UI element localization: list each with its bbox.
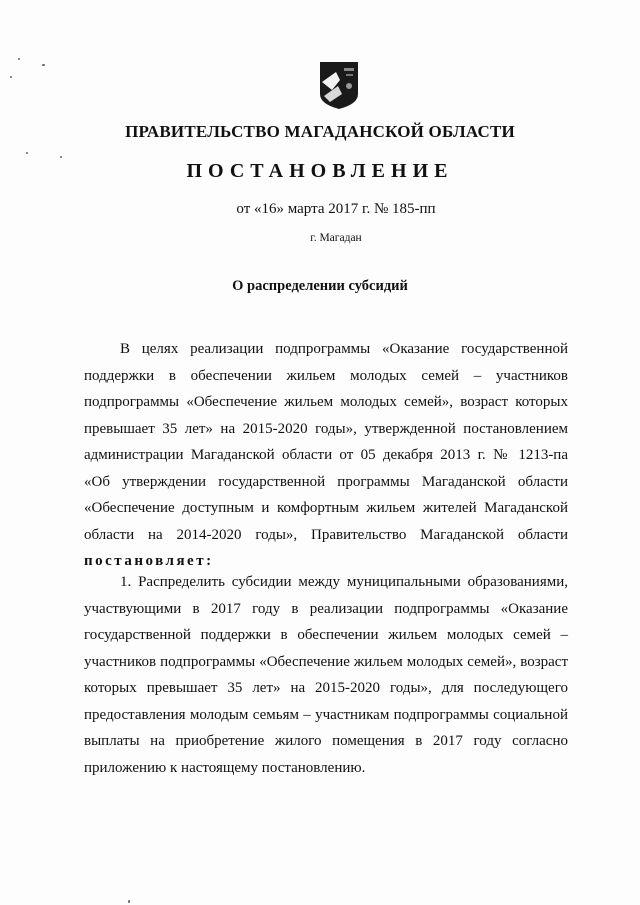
document-city: г. Магадан <box>310 232 362 244</box>
text-line: В целях реализации подпрограммы «Оказание государственной <box>120 341 568 357</box>
scan-speck <box>10 76 12 78</box>
text-line: «Обеспечение доступным и комфортным жильем жителей Магаданской <box>84 500 568 516</box>
scan-speck <box>128 900 130 903</box>
scan-speck <box>42 64 45 66</box>
scan-speck <box>18 58 20 60</box>
text-line: приложению к настоящему постановлению. <box>84 759 366 776</box>
clause-1-paragraph <box>84 569 568 781</box>
document-subject: О распределении субсидий <box>232 278 408 294</box>
text-line: участников подпрограммы «Обеспечение жильем молодых семей», возраст <box>84 653 568 670</box>
document-type-title: ПОСТАНОВЛЕНИЕ <box>186 160 454 182</box>
text-line: администрации Магаданской области от 05 декабря 2013 г. № 1213-па <box>84 447 568 463</box>
text-line: 1. Распределить субсидии между муниципальными образованиями, <box>120 574 568 590</box>
scan-speck <box>60 156 62 158</box>
text-line: участвующими в 2017 году в реализации подпрограммы «Оказание <box>84 600 568 617</box>
preamble-paragraph <box>84 336 568 575</box>
decree-word: постановляет: <box>84 553 214 569</box>
text-line: которых превышает 35 лет» на 2015-2020 годы», для последующего <box>84 680 568 696</box>
text-line: выплаты на приобретение жилого помещения в 2017 году согласно <box>84 733 568 749</box>
text-line: «Об утверждении государственной программы Магаданской области <box>84 473 568 490</box>
coat-of-arms-icon <box>318 60 360 110</box>
scan-speck <box>26 152 28 154</box>
text-line: области на 2014-2020 годы», Правительство Магаданской области <box>84 526 568 543</box>
text-line: предоставления молодым семьям – участникам подпрограммы социальной <box>84 706 568 723</box>
document-date-number: от «16» марта 2017 г. № 185-пп <box>236 201 436 217</box>
text-line: подпрограммы «Обеспечение жильем молодых семей», возраст которых <box>84 394 568 410</box>
text-line: государственной поддержки в обеспечении жильем молодых семей – <box>84 627 568 643</box>
text-line: поддержки в обеспечении жильем молодых семей – участников <box>84 367 568 384</box>
government-title: ПРАВИТЕЛЬСТВО МАГАДАНСКОЙ ОБЛАСТИ <box>125 122 515 141</box>
text-line: превышает 35 лет» на 2015-2020 годы», утвержденной постановлением <box>84 420 568 437</box>
